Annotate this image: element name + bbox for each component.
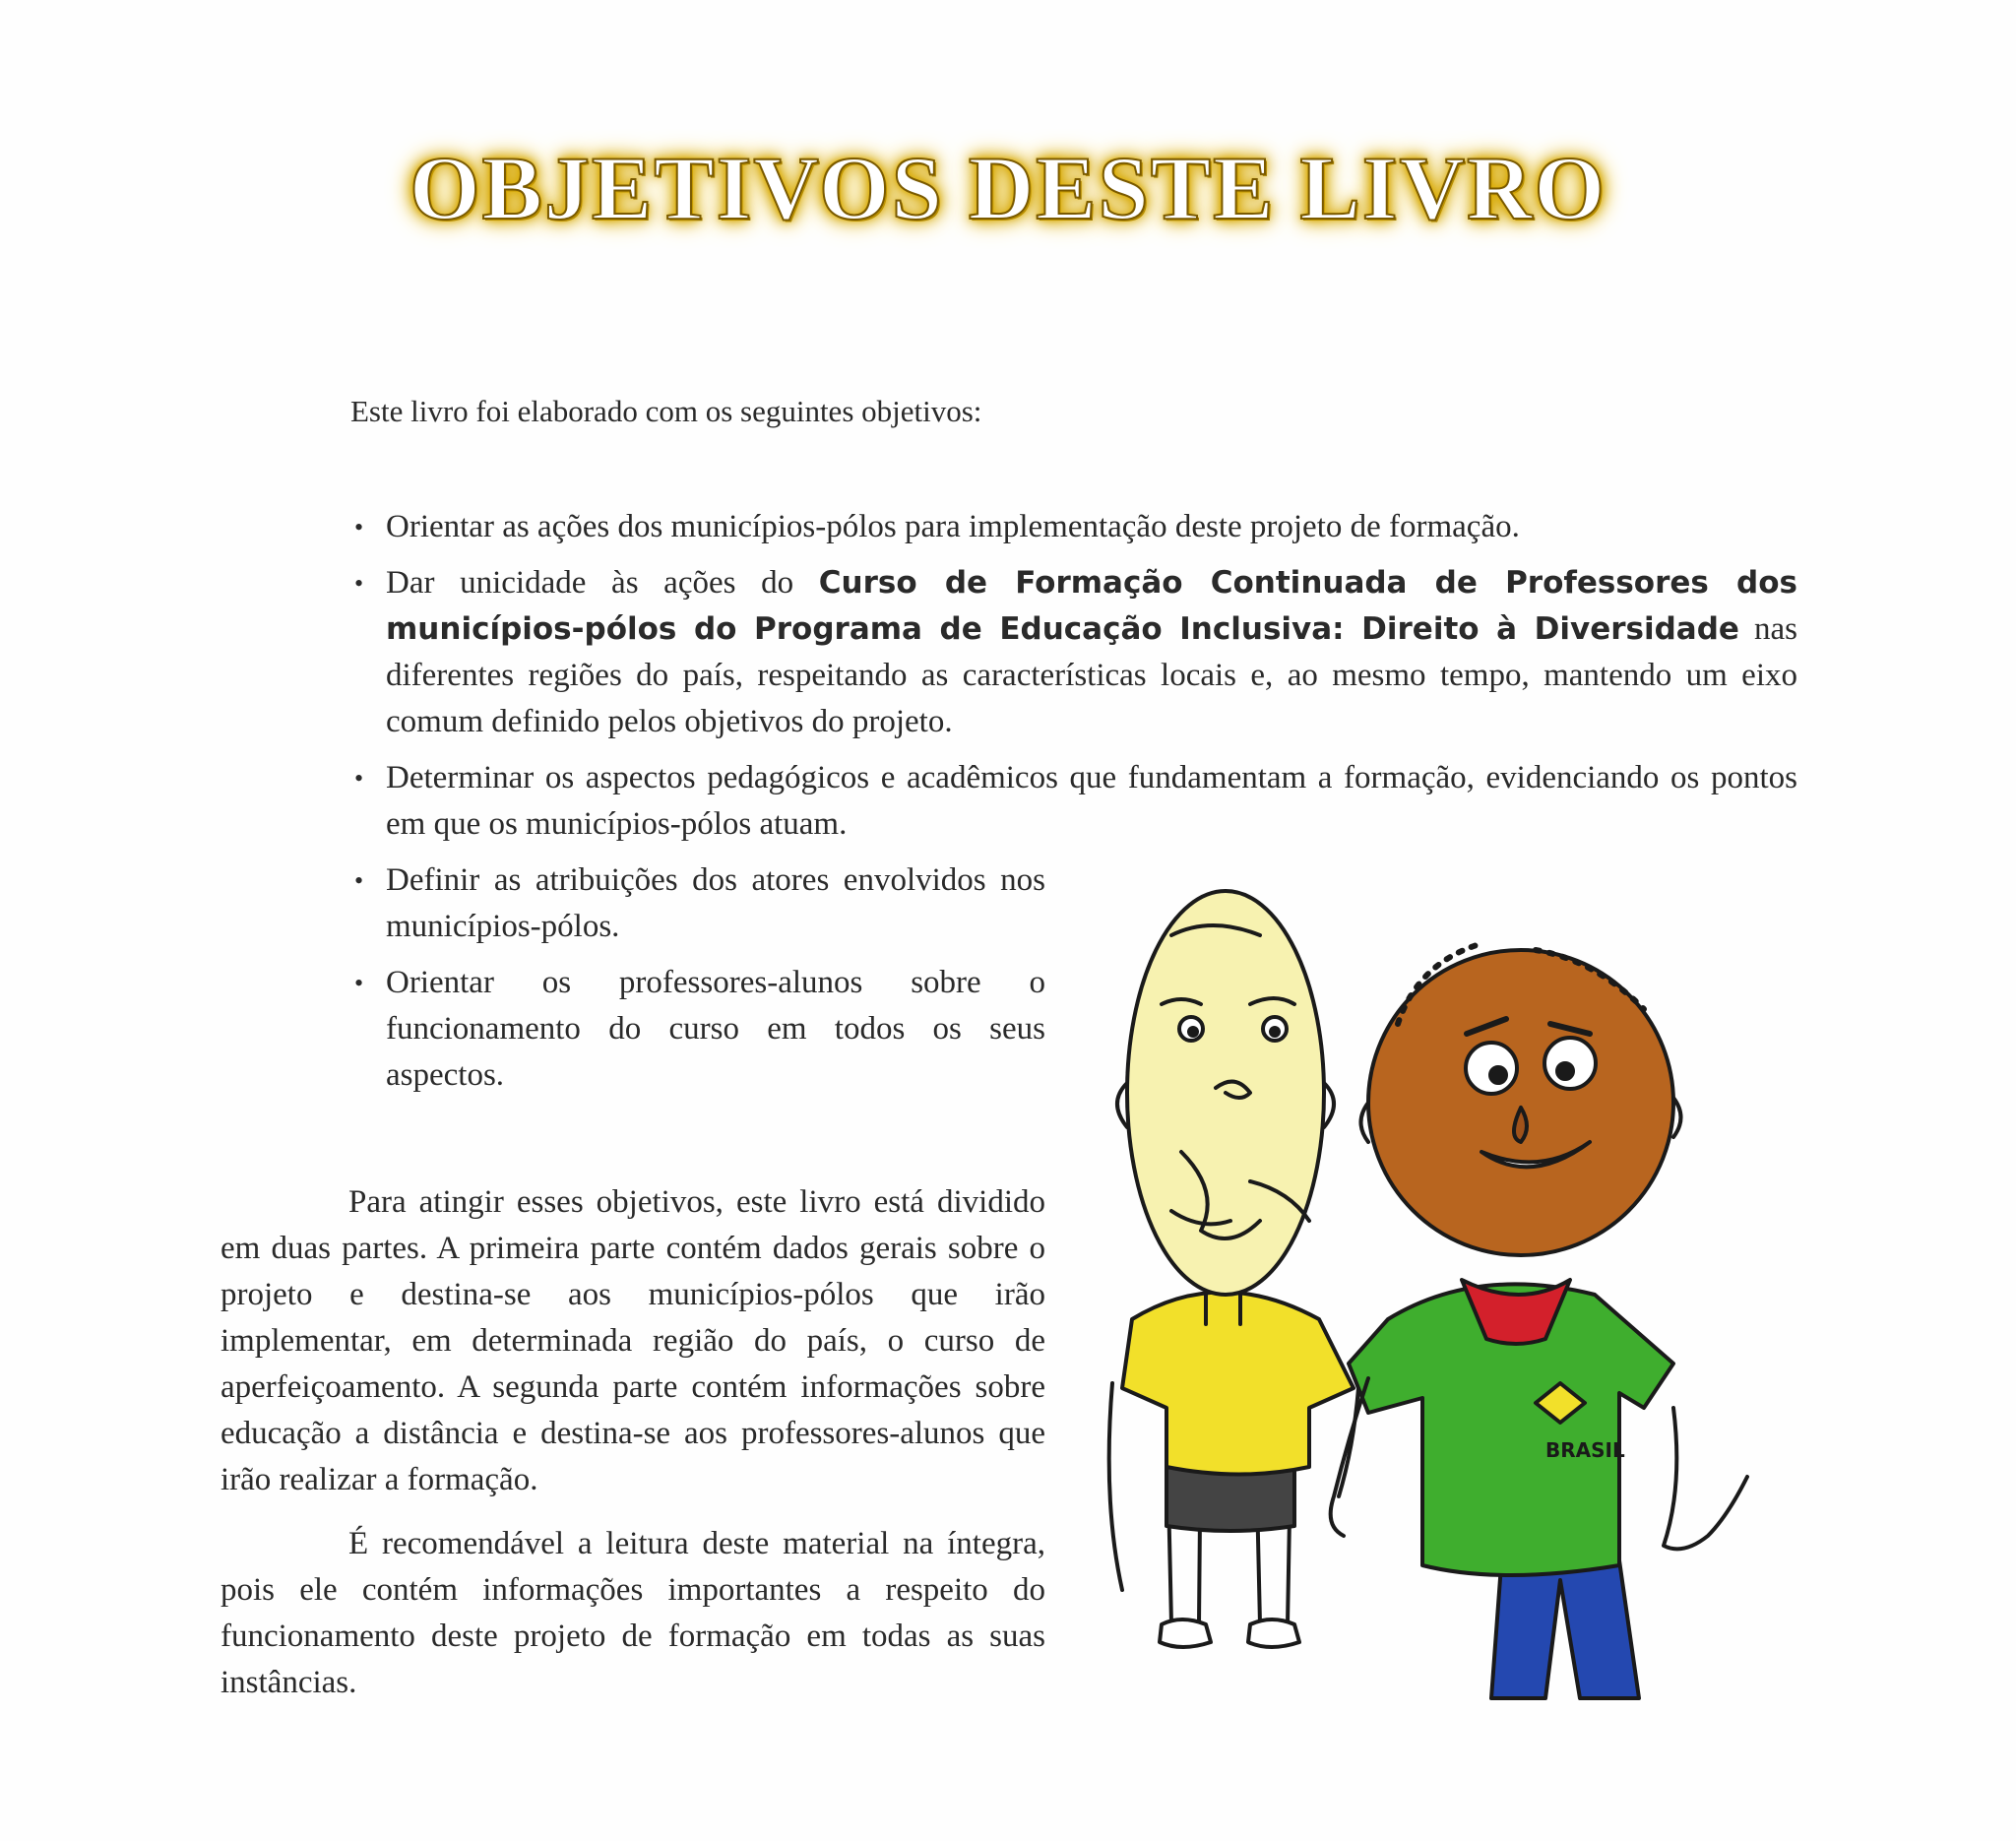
course-name: Curso de Formação Continuada de Professores dos municípios-pólos do Programa de Educação Inclusiva: Direito à Diversidade [386, 565, 1797, 647]
shirt-text: BRASIL [1545, 1438, 1625, 1462]
paragraph-parts: Para atingir esses objetivos, este livro está dividido em duas partes. A primeira parte contém dados gerais sobre o projeto e destina-se aos municípios-pólos que irão implementar, em determinada região do país, o curso de aperfeiçoamento. A segunda parte contém informações sobre educação a distância e destina-se aos professores-alunos que irão realizar a formação. [220, 1184, 1045, 1497]
list-item: • Determinar os aspectos pedagógicos e acadêmicos que fundamentam a formação, evidenciando os pontos em que os municípios-pólos atuam. [350, 755, 1797, 848]
bullet-icon: • [354, 866, 364, 895]
list-item: • Orientar os professores-alunos sobre o funcionamento do curso em todos os seus aspectos. [350, 960, 1045, 1099]
page-title: OBJETIVOS DESTE LIVRO [409, 138, 1607, 238]
intro-text: Este livro foi elaborado com os seguintes objetivos: [350, 394, 982, 428]
bullet-icon: • [354, 569, 364, 598]
paragraph-recommendation: É recomendável a leitura deste material na íntegra, pois ele contém informações importantes a respeito do funcionamento deste projeto de formação em todas as suas instâncias. [220, 1526, 1045, 1700]
bullet-icon: • [354, 513, 364, 541]
bullet-icon: • [354, 969, 364, 997]
list-item: • Dar unicidade às ações do Curso de Formação Continuada de Professores dos municípios-pólos do Programa de Educação Inclusiva: Direito à Diversidade nas diferentes regiões do país, respeitando as características locais e, ao mesmo tempo, mantendo um eixo comum definido pelos objetivos do projeto. [350, 560, 1797, 745]
list-item: • Orientar as ações dos municípios-pólos para implementação deste projeto de formação. [350, 504, 1797, 550]
children-drawing-illustration [1073, 857, 1841, 1733]
bullet-icon: • [354, 764, 364, 793]
list-item: • Definir as atribuições dos atores envolvidos nos municípios-pólos. [350, 857, 1045, 950]
